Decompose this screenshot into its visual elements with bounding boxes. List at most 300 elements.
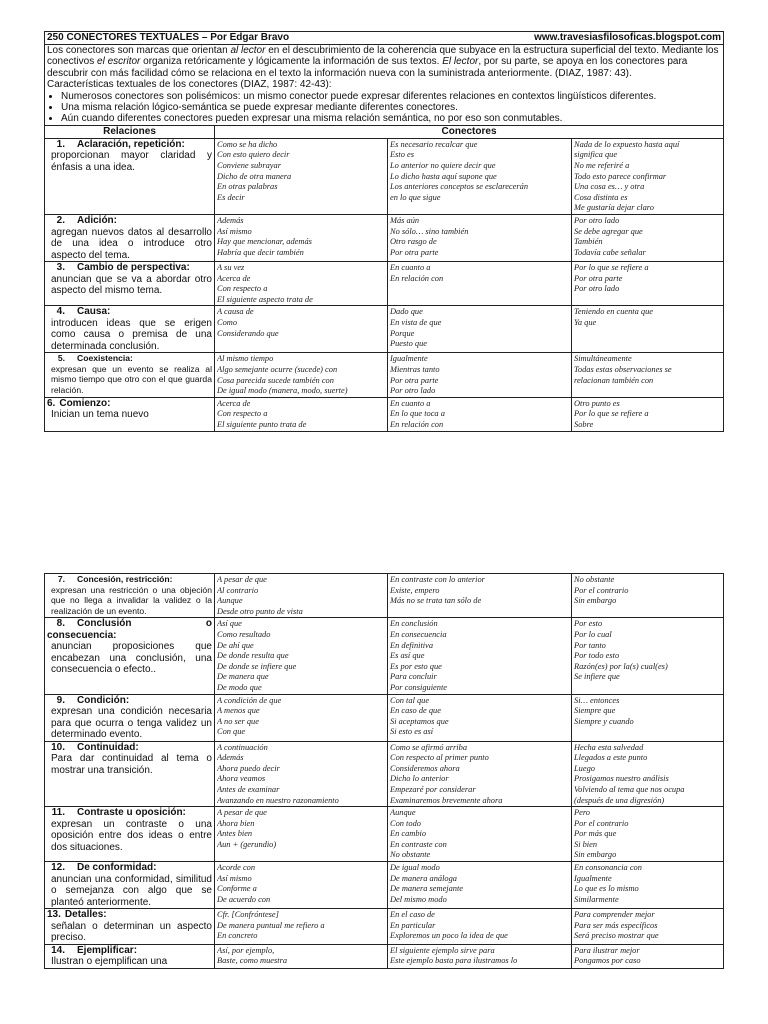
connector-item: Así mismo <box>217 226 252 236</box>
connector-item: A no ser que <box>217 716 259 726</box>
connector-item: Ahora bien <box>217 818 255 828</box>
connector-item: A pesar de que <box>217 808 267 818</box>
section-row <box>45 862 724 909</box>
connectors-cell <box>572 694 724 741</box>
relation-description: anuncian una conformidad, similitud o semejanza con algo que se planteó anteriormente. <box>51 873 212 908</box>
connector-item: Como resultado <box>217 629 271 639</box>
connector-item: Otro rasgo de <box>390 237 437 247</box>
relation-description: señalan o determinan un aspecto preciso. <box>51 920 212 944</box>
connector-item: Cosa distinta es <box>574 192 628 202</box>
connector-item: Como <box>217 317 238 327</box>
relation-cell <box>45 694 215 741</box>
connector-item: El siguiente ejemplo sirve para <box>390 945 495 955</box>
relation-cell <box>45 138 215 214</box>
connector-item: Esto es <box>390 150 414 160</box>
relation-name: Cambio de perspectiva: <box>77 262 190 273</box>
connector-item: Por más que <box>574 829 617 839</box>
connector-item: Por otra parte <box>390 375 439 385</box>
connectors-cell <box>572 862 724 909</box>
feature-bullet: • Una misma relación lógico-semántica se puede expresar mediante diferentes conectores. <box>61 102 721 113</box>
relation-name: Concesión, restricción: <box>77 574 173 584</box>
section-row <box>45 618 724 694</box>
connector-item: Todas estas observaciones se <box>574 364 672 374</box>
connector-item: Por otro lado <box>390 386 436 396</box>
connector-item: Con esto quiero decir <box>217 150 290 160</box>
connector-item: Será preciso mostrar que <box>574 931 659 941</box>
connector-item: Sin embargo <box>574 596 617 606</box>
connector-item: Para ilustrar mejor <box>574 945 640 955</box>
relation-description: Inician un tema nuevo <box>51 409 149 421</box>
connector-item: Para ser más específicos <box>574 920 658 930</box>
relation-cell <box>45 944 215 968</box>
relation-title <box>47 862 212 874</box>
page-sheet-1 <box>44 31 723 432</box>
relation-description: expresan una restricción o una objeción que no llega a invalidar la validez o la realización de un evento. <box>51 584 212 616</box>
connector-item: Hecha esta salvedad <box>574 742 644 752</box>
connector-item: En cambio <box>390 829 427 839</box>
connector-item: De manera puntual me refiero a <box>217 920 325 930</box>
intro-text-3: organiza retóricamente y lógicamente la información de sus textos. <box>140 56 443 68</box>
sections-body-1 <box>45 138 724 431</box>
connectors-cell <box>572 353 724 397</box>
section-row <box>45 353 724 397</box>
connector-item: Además <box>217 216 244 225</box>
connectors-cell <box>572 741 724 807</box>
connector-item: De donde se infiere que <box>217 661 297 671</box>
connector-item: Se debe agregar que <box>574 226 643 236</box>
connector-item: Siempre que <box>574 706 616 716</box>
connectors-cell <box>215 574 388 618</box>
connector-item: Prosigamos nuestro análisis <box>574 774 669 784</box>
connector-item: Conforme a <box>217 884 257 894</box>
document-title: 250 CONECTORES TEXTUALES – Por Edgar Bravo <box>47 32 290 43</box>
relation-cell <box>45 807 215 862</box>
connector-item: Es así que <box>390 651 425 661</box>
relation-number: 12. <box>51 862 65 874</box>
connector-item: Por todo esto <box>574 651 620 661</box>
connector-item: Dicho lo anterior <box>390 774 449 784</box>
relation-number: 7. <box>57 574 65 584</box>
connector-item: Por consiguiente <box>390 682 447 692</box>
connector-item: Una cosa es… y otra <box>574 182 645 192</box>
connector-item: Con que <box>217 727 246 737</box>
connectors-cell <box>215 807 388 862</box>
connector-item: No sólo… sino también <box>390 226 469 236</box>
connector-item: Por tanto <box>574 640 606 650</box>
connector-item: Hay que mencionar, además <box>217 237 312 247</box>
connector-item: En concreto <box>217 931 258 941</box>
section-row <box>45 306 724 353</box>
feature-bullet: • Aún cuando diferentes conectores pueden expresar una misma relación semántica, no por eso son conmutables. <box>61 113 721 124</box>
relation-description: expresan que un evento se realiza al mismo tiempo que otro con el que guarda relación. <box>51 363 212 395</box>
features-list <box>47 91 721 125</box>
connectors-cell <box>215 862 388 909</box>
connector-item: Puesto que <box>390 339 427 349</box>
connector-item: Siempre y cuando <box>574 716 634 726</box>
site-url: www.travesiasfilosoficas.blogspot.com <box>534 32 722 43</box>
connector-item: Por el contrario <box>574 585 629 595</box>
connector-item: Con respecto al primer punto <box>390 753 489 763</box>
connector-item: Examinaremos brevemente ahora <box>390 795 503 805</box>
relation-number: 8. <box>56 618 65 630</box>
relation-cell <box>45 574 215 618</box>
connector-item: Por otro lado <box>574 284 620 294</box>
relation-cell <box>45 262 215 306</box>
connectors-cell <box>572 306 724 353</box>
connector-item: Dado que <box>390 307 423 317</box>
connector-item: Al contrario <box>217 585 259 595</box>
connectors-header: Conectores <box>215 125 724 138</box>
connector-item: Ahora veamos <box>217 774 266 784</box>
relation-number: 9. <box>56 694 65 706</box>
connector-item: Lo que es lo mismo <box>574 884 639 894</box>
relation-description: agregan nuevos datos al desarrollo de una idea o introduce otro aspecto del tema. <box>51 226 212 261</box>
relation-cell <box>45 862 215 909</box>
connector-item: De ahí que <box>217 640 254 650</box>
connector-item: A su vez <box>217 263 245 272</box>
connectors-cell <box>215 694 388 741</box>
connectors-cell <box>388 306 572 353</box>
intro-row <box>45 45 724 126</box>
connector-item: significa que <box>574 150 618 160</box>
relation-description: anuncian que se va a abordar otro aspecto del mismo tema. <box>51 273 212 296</box>
connector-item: En lo que toca a <box>390 409 445 419</box>
connector-item: En cuanto a <box>390 398 431 408</box>
connector-item: Así que <box>217 619 242 629</box>
connector-item: Es decir <box>217 192 245 202</box>
connector-item: Conviene subrayar <box>217 161 281 171</box>
sections-body-2 <box>45 574 724 969</box>
relation-name: Conclusión o consecuencia: <box>47 618 212 641</box>
connectors-cell <box>388 262 572 306</box>
connector-item: Exploremos un poco la idea de que <box>390 931 508 941</box>
connector-item: Me gustaría dejar claro <box>574 203 654 213</box>
connector-item: relacionan también con <box>574 375 654 385</box>
section-row <box>45 694 724 741</box>
connector-item: Volviendo al tema que nos ocupa <box>574 784 685 794</box>
feature-bullet: • Numerosos conectores son polisémicos: un mismo conector puede expresar diferentes relaciones en contextos lingüísticos diferentes. <box>61 91 721 102</box>
connector-item: En particular <box>390 920 436 930</box>
relation-number: 11. <box>51 807 65 819</box>
section-row <box>45 944 724 968</box>
connector-item: En relación con <box>390 273 444 283</box>
section-row <box>45 741 724 807</box>
connector-item: Avanzando en nuestro razonamiento <box>217 795 339 805</box>
connector-item: No obstante <box>390 850 431 860</box>
connector-item: Existe, empero <box>390 585 440 595</box>
relation-name: Ejemplificar: <box>77 944 138 956</box>
relation-cell <box>45 215 215 262</box>
relation-description: proporcionan mayor claridad y énfasis a una idea. <box>51 150 212 173</box>
relation-description: Ilustran o ejemplifican una <box>51 956 168 968</box>
relation-title <box>47 139 212 151</box>
connector-item: El siguiente punto trata de <box>217 419 307 429</box>
connectors-cell <box>572 397 724 431</box>
connector-item: Algo semejante ocurre (sucede) con <box>217 364 338 374</box>
connector-item: Consideremos ahora <box>390 763 460 773</box>
relation-title <box>47 398 212 410</box>
connectors-cell <box>388 574 572 618</box>
relation-description: anuncian proposiciones que encabezan una conclusión, una consecuencia o efecto.. <box>51 641 212 676</box>
connectors-cell <box>388 694 572 741</box>
connector-item: A menos que <box>217 706 260 716</box>
relation-title <box>47 618 212 641</box>
relation-name: Contraste u oposición: <box>77 807 186 819</box>
relation-number: 14. <box>51 944 65 956</box>
connector-item: No me referiré a <box>574 161 630 171</box>
connector-item: Como se ha dicho <box>217 139 278 149</box>
relation-title <box>47 306 212 318</box>
connector-item: En conclusión <box>390 619 438 629</box>
connector-item: Antes de examinar <box>217 784 280 794</box>
connector-item: En caso de que <box>390 706 441 716</box>
intro-text-2: en el descubrimiento de la coherencia que subyace en la estructura superficial del texto. Mediante los conectivos <box>47 45 719 68</box>
relation-number: 2. <box>56 215 65 226</box>
connector-item: Con respecto a <box>217 284 268 294</box>
connector-item: Razón(es) por la(s) cual(es) <box>574 661 668 671</box>
connector-item: Acerca de <box>217 273 251 283</box>
section-row <box>45 138 724 214</box>
relation-description: introducen ideas que se erigen como causa o premisa de una determinada conclusión. <box>51 317 212 352</box>
intro-text-4: , por su parte, se apoya en los conectores para descubrir con más facilidad cómo se relaciona en el texto la información nueva con la suministrada anteriormente. (DIAZ, 1987: 43). <box>47 56 688 79</box>
connector-item: Todavía cabe señalar <box>574 247 646 257</box>
relation-cell <box>45 909 215 945</box>
intro-text-1: Los conectores son marcas que orientan <box>47 45 231 56</box>
connector-item: De manera que <box>217 672 269 682</box>
features-title: Características textuales de los conectores (DIAZ, 1987: 42-43): <box>47 79 332 91</box>
connectors-cell <box>215 397 388 431</box>
connector-item: Baste, como muestra <box>217 956 288 966</box>
connector-item: (después de una digresión) <box>574 795 665 805</box>
connectors-cell <box>572 944 724 968</box>
intro-emphasis-the-reader: El lector <box>442 56 479 68</box>
connectors-cell <box>215 262 388 306</box>
connector-item: Porque <box>390 328 415 338</box>
connector-item: Por lo que se refiere a <box>574 263 649 272</box>
connectors-cell <box>572 138 724 214</box>
connectors-cell <box>215 215 388 262</box>
connector-item: Por lo que se refiere a <box>574 409 649 419</box>
connectors-cell <box>388 618 572 694</box>
connector-item: De donde resulta que <box>217 651 289 661</box>
relation-description: Para dar continuidad al tema o mostrar una transición. <box>51 753 212 776</box>
connector-item: Al mismo tiempo <box>217 354 274 364</box>
relation-number: 1. <box>56 138 65 150</box>
column-header-row <box>45 125 724 138</box>
connector-item: El siguiente aspecto trata de <box>217 294 313 304</box>
connectors-cell <box>215 138 388 214</box>
relation-number: 10. <box>51 741 65 753</box>
intro-emphasis-reader: al lector <box>230 45 266 56</box>
connector-item: Empezaré por considerar <box>390 784 476 794</box>
connector-item: Con todo <box>390 818 421 828</box>
connector-item: Mientras tanto <box>390 364 440 374</box>
connector-item: Con tal que <box>390 695 430 705</box>
connector-item: Por lo cual <box>574 629 612 639</box>
connector-item: Igualmente <box>574 873 612 883</box>
connector-item: Aun + (gerundio) <box>217 839 277 849</box>
connectors-cell <box>388 353 572 397</box>
connectors-cell <box>572 215 724 262</box>
relation-title <box>47 945 212 957</box>
relation-description: expresan una condición necesaria para que ocurra o tenga validez un determinado evento. <box>51 706 212 741</box>
connectors-table-1 <box>44 31 724 432</box>
connectors-cell <box>572 574 724 618</box>
section-row <box>45 215 724 262</box>
connector-item: Considerando que <box>217 328 279 338</box>
connectors-cell <box>388 862 572 909</box>
connector-item: En consonancia con <box>574 863 642 873</box>
connector-item: Similarmente <box>574 894 619 904</box>
connector-item: Dicho de otra manera <box>217 171 292 181</box>
connector-item: También <box>574 237 603 247</box>
connectors-cell <box>215 306 388 353</box>
connectors-cell <box>572 262 724 306</box>
relation-title <box>47 574 212 585</box>
connector-item: De acuerdo con <box>217 894 271 904</box>
connectors-table-2 <box>44 573 724 969</box>
connectors-cell <box>215 741 388 807</box>
connector-item: Habría que decir también <box>217 247 304 257</box>
section-row <box>45 397 724 431</box>
connector-item: En vista de que <box>390 317 442 327</box>
connectors-cell <box>572 909 724 945</box>
header-row <box>45 32 724 45</box>
connector-item: Este ejemplo basta para ilustramos lo <box>390 956 518 966</box>
intro-emphasis-writer: el escritor <box>97 56 141 68</box>
connector-item: Lo dicho hasta aquí supone que <box>390 171 497 181</box>
connector-item: Antes bien <box>217 829 253 839</box>
relation-name: Coexistencia: <box>77 353 133 364</box>
connector-item: De igual modo (manera, modo, suerte) <box>217 386 348 396</box>
connector-item: Pero <box>574 808 590 818</box>
connector-item: Sin embargo <box>574 850 617 860</box>
relation-number: 13. <box>47 909 61 921</box>
connector-item: Por el contrario <box>574 818 629 828</box>
connector-item: Si esto es así <box>390 727 434 737</box>
connector-item: Nada de lo expuesto hasta aquí <box>574 139 680 149</box>
relation-title <box>47 262 212 274</box>
connectors-cell <box>215 353 388 397</box>
intro-cell <box>45 45 724 126</box>
connectors-cell <box>215 909 388 945</box>
connector-item: Con respecto a <box>217 409 268 419</box>
relation-number: 4. <box>56 306 65 318</box>
relation-name: Adición: <box>77 215 117 226</box>
connector-item: Además <box>217 753 244 763</box>
connectors-cell <box>215 944 388 968</box>
connector-item: No obstante <box>574 575 615 584</box>
connector-item: Simultáneamente <box>574 354 632 364</box>
connector-item: En consecuencia <box>390 629 447 639</box>
connector-item: Si aceptamos que <box>390 716 449 726</box>
header-cell <box>45 32 724 45</box>
connectors-cell <box>388 807 572 862</box>
connector-item: Como se afirmó arriba <box>390 742 468 752</box>
relation-name: Condición: <box>77 694 130 706</box>
relation-description: expresan un contraste o una oposición entre dos ideas o entre dos situaciones. <box>51 818 212 853</box>
connector-item: Así mismo <box>217 873 252 883</box>
connector-item: Sobre <box>574 419 594 429</box>
connectors-cell <box>388 215 572 262</box>
section-row <box>45 807 724 862</box>
connectors-cell <box>215 618 388 694</box>
connector-item: Es por esto que <box>390 661 442 671</box>
relation-cell <box>45 306 215 353</box>
relation-title <box>47 742 212 754</box>
connector-item: En el caso de <box>390 910 435 920</box>
relation-title <box>47 695 212 707</box>
connector-item: De manera análoga <box>390 873 457 883</box>
relation-title <box>47 353 212 364</box>
connector-item: Por esto <box>574 619 603 629</box>
connector-item: Cfr. [Confróntese] <box>217 910 279 920</box>
connector-item: Cosa parecida sucede también con <box>217 375 334 385</box>
relation-name: Comienzo: <box>59 397 111 409</box>
connector-item: Otro punto es <box>574 398 620 408</box>
connector-item: Para concluir <box>390 672 437 682</box>
connector-item: En contraste con <box>390 839 447 849</box>
intro-paragraph <box>47 45 721 79</box>
connector-item: A pesar de que <box>217 575 267 584</box>
connector-item: Pongamos por caso <box>574 956 641 966</box>
relation-cell <box>45 353 215 397</box>
connectors-cell <box>572 807 724 862</box>
connector-item: Se infiere que <box>574 672 620 682</box>
connectors-cell <box>388 138 572 214</box>
relation-title <box>47 215 212 227</box>
connector-item: Por otra parte <box>574 273 623 283</box>
connector-item: Desde otro punto de vista <box>217 606 303 616</box>
connector-item: De manera semejante <box>390 884 464 894</box>
page-sheet-2 <box>44 573 723 969</box>
relation-cell <box>45 741 215 807</box>
connector-item: Así, por ejemplo, <box>217 945 275 955</box>
connector-item: Todo esto parece confirmar <box>574 171 667 181</box>
relation-name: Continuidad: <box>77 741 139 753</box>
connector-item: Igualmente <box>390 354 428 364</box>
connectors-cell <box>388 397 572 431</box>
connector-item: De modo que <box>217 682 262 692</box>
connector-item: En contraste con lo anterior <box>390 575 485 584</box>
connector-item: Por otra parte <box>390 247 439 257</box>
connector-item: En cuanto a <box>390 263 431 272</box>
relation-title <box>47 807 212 819</box>
relation-name: De conformidad: <box>77 862 157 874</box>
connector-item: Si bien <box>574 839 598 849</box>
connector-item: Llegados a este punto <box>574 753 648 763</box>
relation-title <box>47 909 212 921</box>
relation-name: Causa: <box>77 306 111 318</box>
connector-item: Más no se trata tan sólo de <box>390 596 482 606</box>
connectors-cell <box>388 909 572 945</box>
connector-item: Más aún <box>390 216 420 225</box>
relation-cell <box>45 397 215 431</box>
relation-name: Detalles: <box>64 909 107 921</box>
connector-item: Acorde con <box>217 863 256 873</box>
relation-number: 6. <box>47 397 56 409</box>
relation-number: 3. <box>56 262 65 273</box>
connector-item: A condición de que <box>217 695 282 705</box>
connector-item: Aunque <box>217 596 243 606</box>
connector-item: En relación con <box>390 419 444 429</box>
connector-item: Por otro lado <box>574 216 620 225</box>
connector-item: Si… entonces <box>574 695 620 705</box>
connector-item: Acerca de <box>217 398 251 408</box>
connectors-cell <box>388 944 572 968</box>
connector-item: Ahora puedo decir <box>217 763 280 773</box>
connector-item: Ya que <box>574 317 597 327</box>
